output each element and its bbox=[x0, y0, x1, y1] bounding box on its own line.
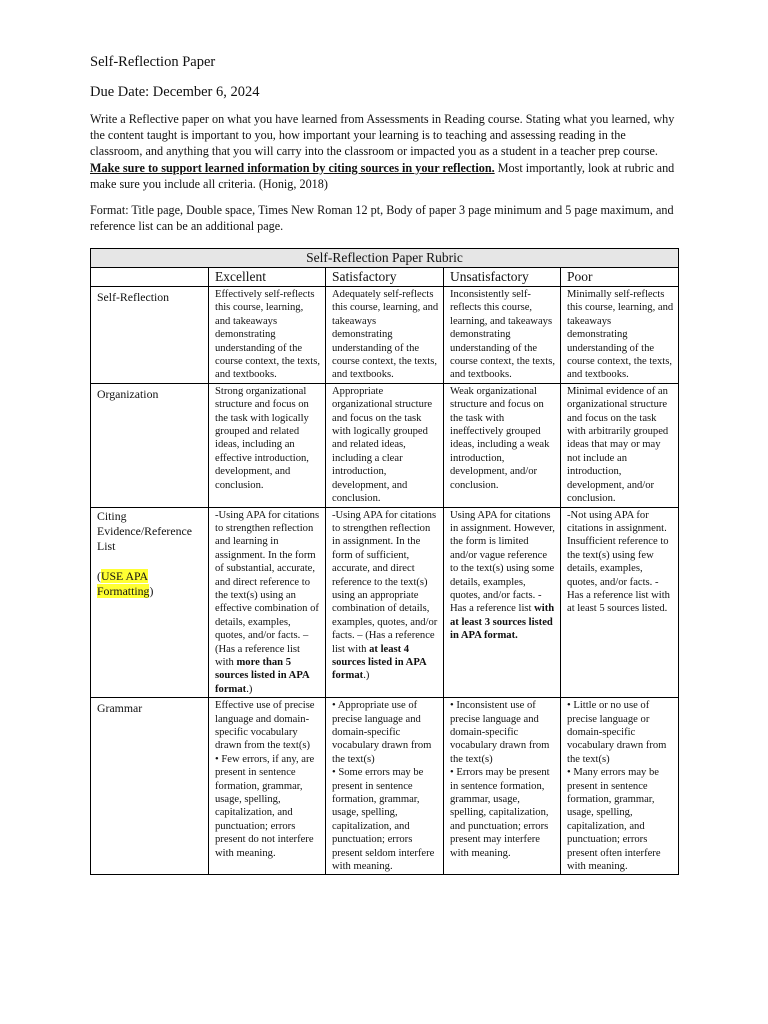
table-row bbox=[91, 507, 679, 698]
cell-line: • Errors may be present in sentence formation, grammar, usage, spelling, capitalization, and punctuation; errors present may interfere with meaning. bbox=[450, 767, 550, 859]
table-cell: Minimal evidence of an organizational structure and focus on the task with arbitrarily grouped ideas that may or may not include an introduction, development, and/or conclusion. bbox=[561, 383, 679, 507]
note-close: ) bbox=[149, 583, 154, 598]
instructions-tail: Most importantly, look at rubric and make sure you include all criteria. (Honig, 2018) bbox=[90, 160, 675, 191]
criterion-self-reflection: Self-Reflection bbox=[91, 287, 209, 384]
criterion-citing-evidence bbox=[91, 507, 209, 698]
criterion-grammar: Grammar bbox=[91, 698, 209, 875]
cell-bold-text: more than 5 sources listed in APA format bbox=[215, 656, 310, 695]
cell-line: • Inconsistent use of precise language and domain-specific vocabulary drawn from the text(s) bbox=[450, 700, 550, 765]
rubric-title-row bbox=[91, 249, 679, 268]
table-cell bbox=[444, 698, 561, 875]
table-row bbox=[91, 698, 679, 875]
cell-text: Using APA for citations in assignment. However, the form is limited and/or vague reference to the text(s) using some details, examples, quotes, and/or facts. -Has a reference list bbox=[450, 509, 555, 615]
document-body bbox=[90, 52, 678, 234]
instructions-emphasis: Make sure to support learned information by citing sources in your reflection. bbox=[90, 160, 495, 175]
table-cell: Inconsistently self-reflects this course, learning, and takeaways demonstrating understanding of the course context, the texts, and textbooks. bbox=[444, 287, 561, 384]
cell-text: -Not using APA for citations in assignment. Insufficient reference to the text(s) using few details, examples, quotes, and/or facts. -Has a reference list with at least 5 sources listed. bbox=[567, 509, 670, 615]
table-cell: Adequately self-reflects this course, learning, and takeaways demonstrating understanding of the course context, the texts, and textbooks. bbox=[326, 287, 444, 384]
table-cell bbox=[209, 507, 326, 698]
header-cell-poor: Poor bbox=[561, 268, 679, 287]
rubric-title: Self-Reflection Paper Rubric bbox=[91, 249, 679, 268]
cell-line: • Appropriate use of precise language and domain-specific vocabulary drawn from the text(s) bbox=[332, 700, 432, 765]
criterion-citing-label: Citing Evidence/Reference List bbox=[97, 508, 192, 553]
rubric-table bbox=[90, 248, 679, 875]
format-paragraph: Format: Title page, Double space, Times New Roman 12 pt, Body of paper 3 page minimum and 5 page maximum, and reference list can be an additional page. bbox=[90, 203, 674, 234]
header-cell-unsatisfactory: Unsatisfactory bbox=[444, 268, 561, 287]
cell-line: • Little or no use of precise language or domain-specific vocabulary drawn from the text(s) bbox=[567, 700, 667, 765]
table-cell bbox=[326, 507, 444, 698]
table-cell bbox=[561, 507, 679, 698]
cell-line: Effective use of precise language and domain-specific vocabulary drawn from the text(s) bbox=[215, 700, 315, 752]
cell-text: -Using APA for citations to strengthen reflection in assignment. In the form of sufficient, accurate, and direct reference to the text(s) using an appropriate combination of details, examples, quotes, and/or facts. – (Has a reference list with bbox=[332, 509, 438, 655]
table-cell: Minimally self-reflects this course, learning, and takeaways demonstrating understanding of the course context, the texts, and textbooks. bbox=[561, 287, 679, 384]
table-cell bbox=[326, 698, 444, 875]
criterion-organization: Organization bbox=[91, 383, 209, 507]
page-title: Self-Reflection Paper bbox=[90, 54, 216, 70]
header-cell-empty bbox=[91, 268, 209, 287]
table-cell bbox=[209, 698, 326, 875]
table-row bbox=[91, 287, 679, 384]
table-cell: Strong organizational structure and focus on the task with logically grouped and related ideas, including an effective introduction, development, and conclusion. bbox=[209, 383, 326, 507]
due-date: Due Date: December 6, 2024 bbox=[90, 84, 260, 100]
apa-highlight: USE APA Formatting bbox=[97, 568, 150, 598]
table-cell: Appropriate organizational structure and focus on the task with logically grouped and related ideas, including a clear introduction, development, and conclusion. bbox=[326, 383, 444, 507]
cell-tail: .) bbox=[363, 670, 370, 682]
cell-bold-text: with at least 3 sources listed in APA format. bbox=[450, 603, 555, 642]
cell-tail: .) bbox=[246, 683, 253, 695]
header-cell-excellent: Excellent bbox=[209, 268, 326, 287]
criterion-citing-note bbox=[97, 569, 204, 599]
instructions-text: Write a Reflective paper on what you have learned from Assessments in Reading course. Stating what you learned, why the content taught is important to you, how important your learning is to teaching and assessing reading in the classroom, and anything that you will carry into the classroom or impacted you as a student in a teacher prep course. bbox=[90, 112, 675, 159]
table-cell: Effectively self-reflects this course, learning, and takeaways demonstrating understanding of the course context, the texts, and textbooks. bbox=[209, 287, 326, 384]
note-open: ( bbox=[97, 568, 101, 583]
rubric-header-row bbox=[91, 268, 679, 287]
table-cell: Weak organizational structure and focus on the task with ineffectively grouped ideas, including a weak introduction, development, and/or conclusion. bbox=[444, 383, 561, 507]
cell-line: • Few errors, if any, are present in sentence formation, grammar, usage, spelling, capitalization, and punctuation; errors present do not interfere with meaning. bbox=[215, 753, 315, 859]
table-cell bbox=[444, 507, 561, 698]
cell-bold-text: at least 4 sources listed in APA format bbox=[332, 643, 427, 682]
cell-text: -Using APA for citations to strengthen reflection and learning in assignment. In the form of substantial, accurate, and direct reference to the text(s) using an effective combination of details, examples, quotes, and/or facts. – (Has a reference list with bbox=[215, 509, 320, 668]
header-cell-satisfactory: Satisfactory bbox=[326, 268, 444, 287]
instructions-paragraph bbox=[90, 111, 678, 192]
table-cell bbox=[561, 698, 679, 875]
table-row bbox=[91, 383, 679, 507]
cell-line: • Many errors may be present in sentence formation, grammar, usage, spelling, capitalization, and punctuation; errors present often interfere with meaning. bbox=[567, 767, 661, 873]
cell-line: • Some errors may be present in sentence formation, grammar, usage, spelling, capitalization, and punctuation; errors present seldom interfere with meaning. bbox=[332, 767, 435, 873]
